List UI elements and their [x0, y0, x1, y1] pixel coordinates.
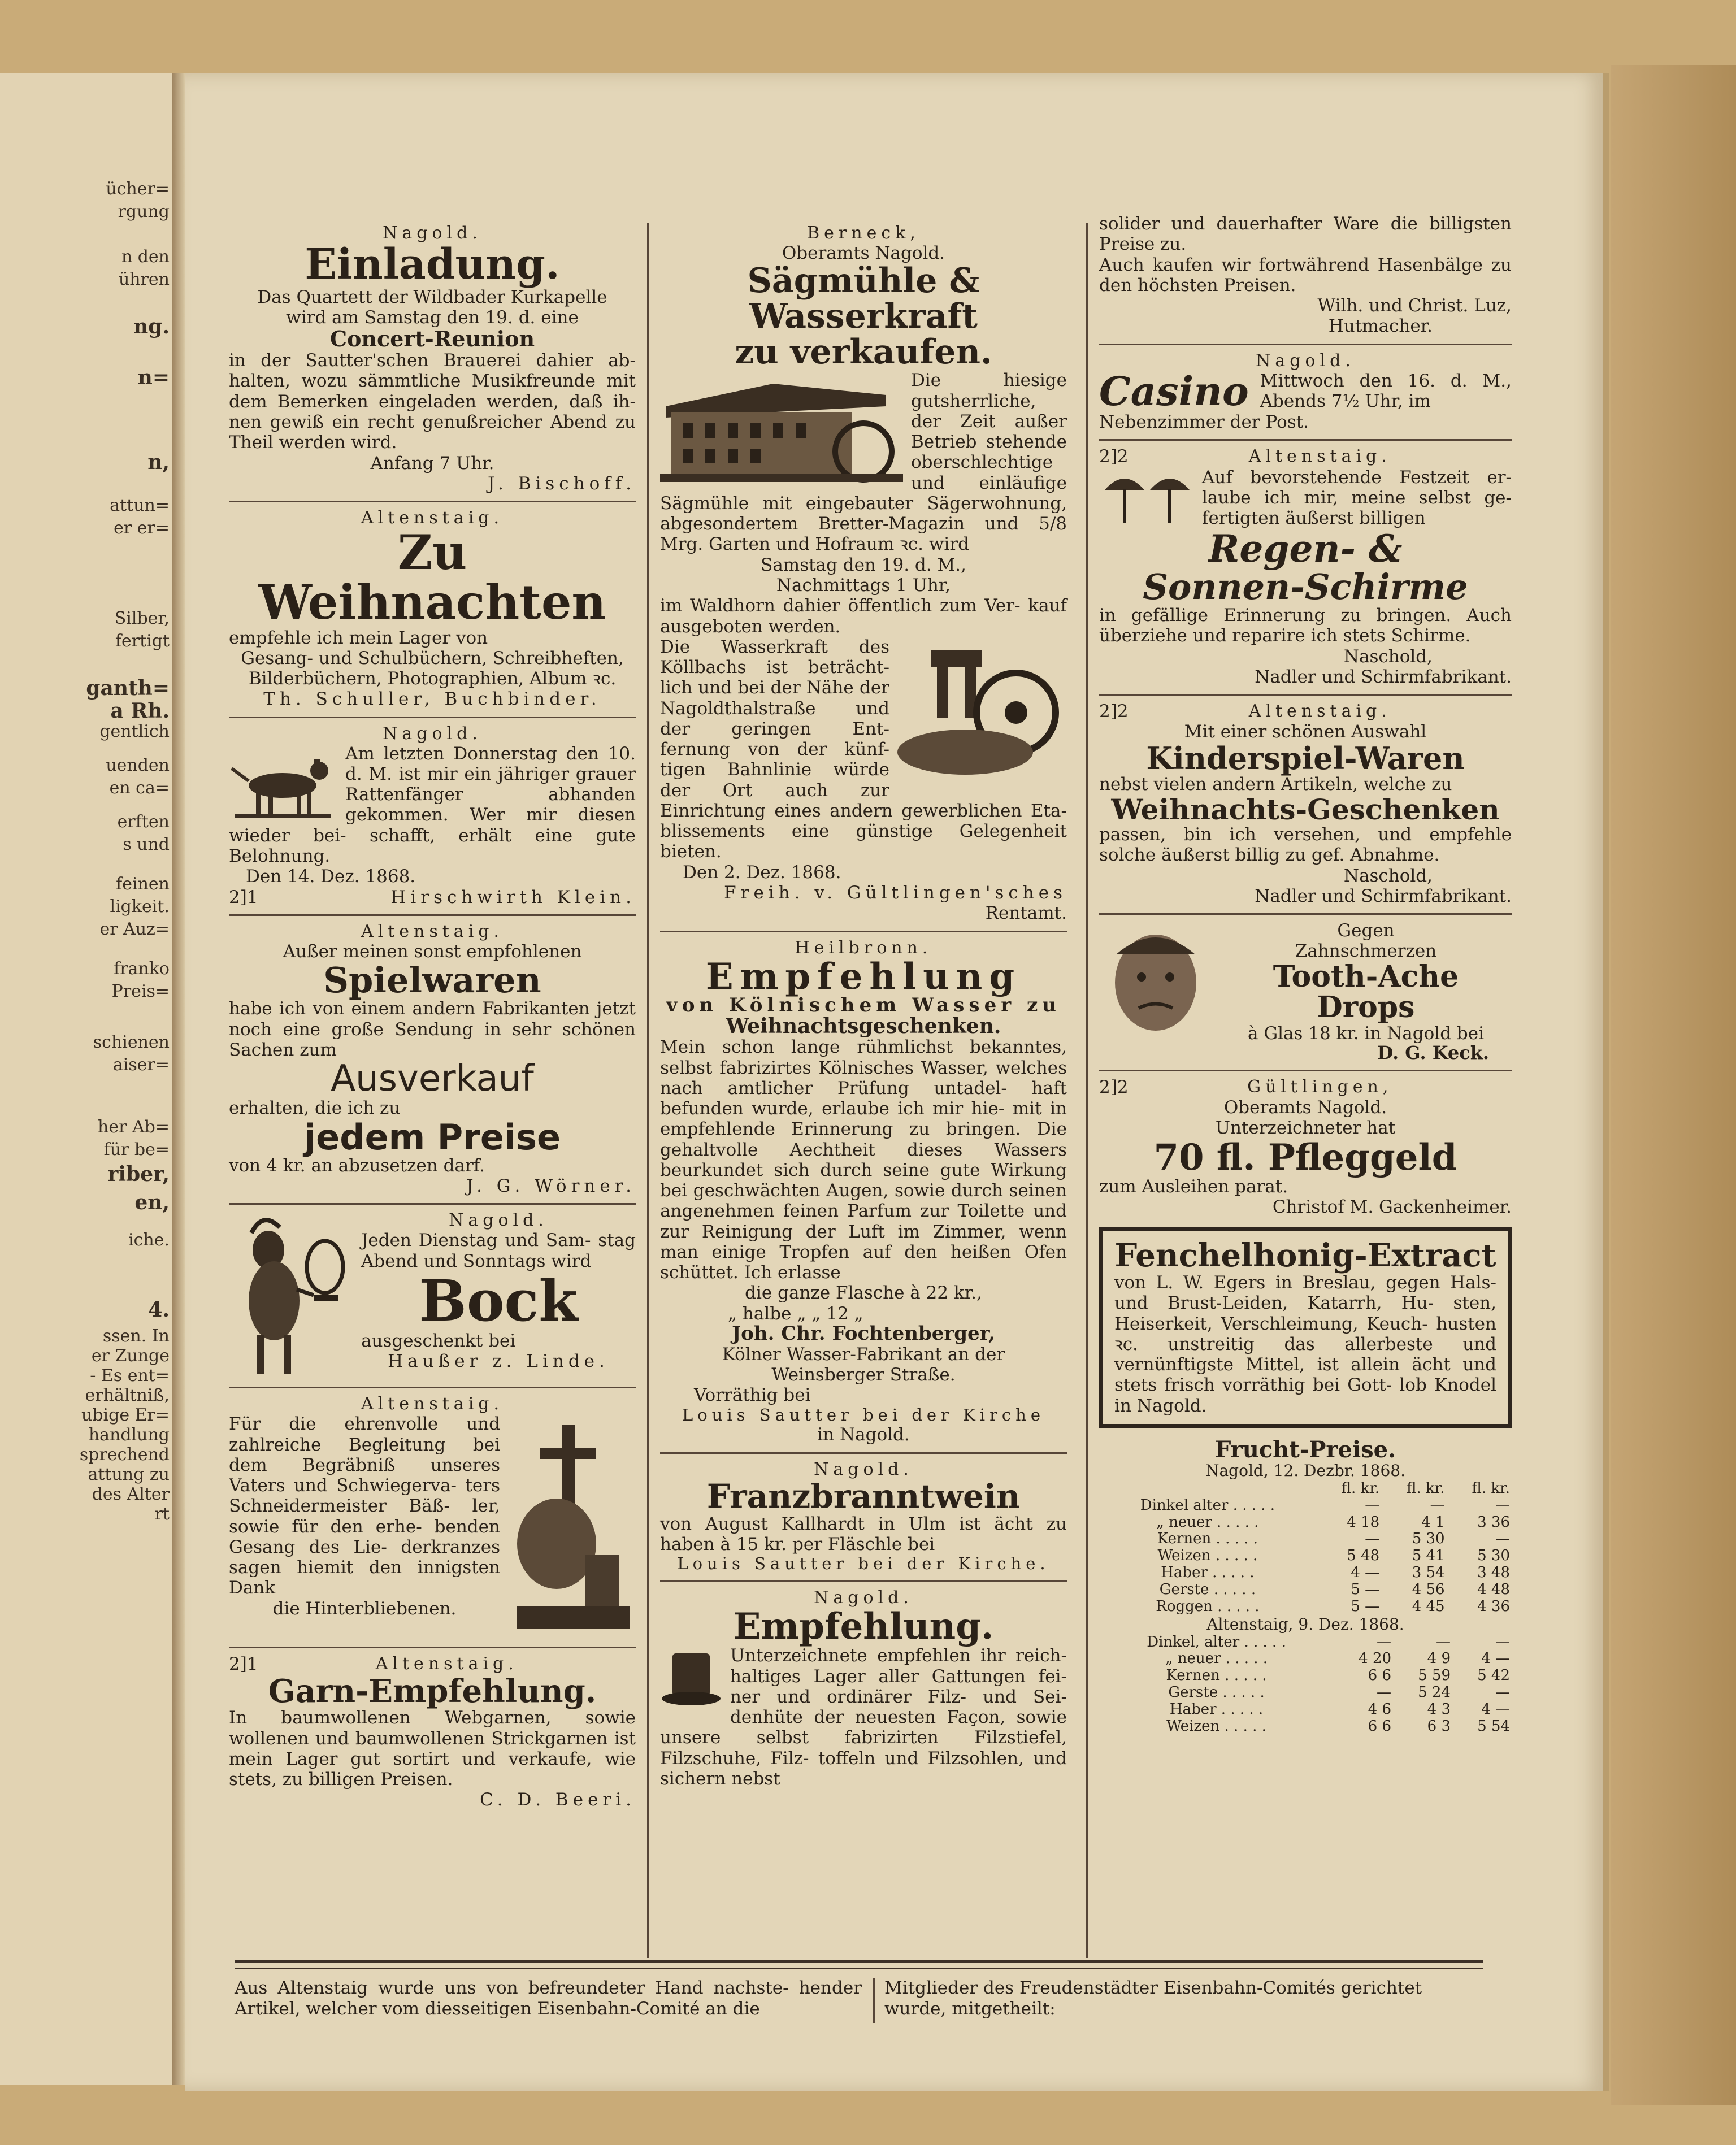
left-page-fragment: ssen. In [102, 1326, 170, 1346]
grain-name: „ neuer . . . . . [1165, 1650, 1268, 1668]
ad-line: Bilderbüchern, Photographien, Album ꝛc. [248, 668, 617, 689]
footer-left: Aus Altenstaig wurde uns von befreundeter Hand nachste- hender Artikel, welcher vom diesseitigen Eisenbahn-Comité an die [235, 1978, 862, 2020]
ad-mark: 2]2 [1099, 446, 1129, 467]
bottom-rule [235, 1960, 1483, 1969]
ad-hutmacher-cont [1099, 214, 1512, 337]
price-cell: 3 48 [1477, 1564, 1510, 1582]
ad-town: Nagold. [449, 1210, 548, 1231]
ad-signer: Nadler und Schirmfabrikant. [1255, 885, 1512, 906]
ad-title: Fenchelhonig-Extract [1114, 1237, 1496, 1275]
ad-sub: Weihnachtsgeschenken. [726, 1014, 1001, 1038]
ad-title: jedem Preise [303, 1116, 561, 1158]
ad-body: Mein schon lange rühmlichst bekanntes, selbst fabrizirtes Kölnisches Wasser, welches nach amtlicher Prüfung untadel- haft befunden wurde, erlaube ich mir hie- mit in empfehlende Erinnerung zu bringen. Die gehaltvolle Aechtheit dieses Wassers beurkundet sich durch seine gute Wirkung bei geschwächten Augen, sowie durch seinen angenehmen feinen Parfum zur Toilette und zur Reinigung der Luft im Zimmer, wenn man einige Tropfen auf den heißen Ofen schüttet. Ich erlasse [660, 1037, 1067, 1283]
left-page-fragment: ubige Er= [81, 1405, 170, 1425]
price-cell: 5 41 [1412, 1547, 1445, 1565]
ad-body: In baumwollenen Webgarnen, sowie wollenen und baumwollenen Strickgarnen ist mein Lager gut sortirt und verkaufe, wie stets, zu billigen Preisen. [229, 1708, 636, 1790]
price-cell: 4 56 [1412, 1581, 1445, 1599]
ad-line: von 4 kr. an abzusetzen darf. [229, 1155, 485, 1176]
grain-name: „ neuer . . . . . [1156, 1513, 1259, 1531]
ad-title: Einladung. [305, 240, 560, 289]
column-1 [229, 223, 636, 1810]
price-row [1099, 1718, 1512, 1735]
ad-event: Concert-Reunion [329, 326, 535, 352]
ad-title: 70 fl. Pfleggeld [1153, 1136, 1457, 1179]
price-cell: 4 18 [1347, 1513, 1380, 1531]
ad-line: nebst vielen andern Artikeln, welche zu [1099, 774, 1452, 795]
ad-koelnisch [660, 938, 1067, 1445]
ad-line: Gegen [1337, 920, 1395, 941]
ad-signer: Kölner Wasser-Fabrikant an der [722, 1344, 1005, 1365]
ad-title: Sonnen-Schirme [1143, 566, 1468, 608]
prices-head: Nagold, 12. Dezbr. 1868. [1205, 1461, 1406, 1480]
left-page-fragment: feinen [116, 874, 170, 894]
ad-toothache [1099, 920, 1512, 1063]
ad-body: Auf bevorstehende Festzeit er- laube ich mir, meine selbst ge- fertigten äußerst billigen [1202, 467, 1512, 529]
ad-signer: D. G. Keck. [1377, 1042, 1489, 1063]
price-cell: 6 3 [1427, 1718, 1451, 1735]
ad-title: Empfehlung. [733, 1605, 994, 1648]
ad-signer: die Hinterbliebenen. [272, 1598, 457, 1619]
ad-body: in der Sautter'schen Brauerei dahier ab- halten, wozu sämmtliche Musikfreunde mit dem Bemerken eingeladen werden, daß ih- nen gewiß ein recht genußreicher Abend zu Theil werden wird. [229, 350, 636, 453]
ad-saegmuehle [660, 223, 1067, 924]
left-page-fragment: her Ab= [98, 1117, 170, 1137]
rule [229, 717, 636, 718]
ad-town: Altenstaig. [375, 1654, 518, 1674]
grain-name: Weizen . . . . . [1166, 1718, 1266, 1735]
sawmill-icon [660, 372, 903, 485]
price-row [1099, 1514, 1512, 1531]
left-page-fragment: attun= [110, 496, 170, 515]
left-page-fragment: erften [117, 812, 170, 832]
ad-mark: 2]2 [1099, 1076, 1129, 1097]
ad-title: Weihnachts-Geschenken [1111, 792, 1500, 826]
left-page-fragment: franko [114, 959, 170, 979]
rule [229, 1203, 636, 1205]
waterwheel-icon [897, 639, 1067, 780]
ad-sub: Oberamts Nagold. [782, 243, 945, 264]
ad-line: Mit einer schönen Auswahl [1184, 722, 1427, 742]
ad-line: Gesang- und Schulbüchern, Schreibheften, [241, 648, 624, 668]
umbrella-icon [1099, 467, 1195, 529]
left-page-fragment: des Alter [92, 1484, 170, 1504]
ad-signer: Naschold, [1343, 865, 1433, 886]
price-cell: — [1377, 1633, 1392, 1651]
price-cell: 4 9 [1427, 1650, 1451, 1668]
ad-town: Gültlingen, [1247, 1076, 1393, 1097]
left-page-fragment: - Es ent= [90, 1366, 170, 1386]
price-cell: — [1365, 1496, 1380, 1514]
grain-name: Haber . . . . . [1161, 1564, 1255, 1582]
ad-title: Bock [419, 1267, 578, 1334]
footer-rule [873, 1978, 875, 2023]
grain-name: Gerste . . . . . [1159, 1581, 1256, 1599]
price-cell: — [1495, 1496, 1510, 1514]
ad-line: erhalten, die ich zu [229, 1098, 401, 1119]
ad-town: Altenstaig. [1248, 446, 1391, 467]
price-cell: 4 45 [1412, 1597, 1445, 1615]
price-cell: 4 48 [1477, 1581, 1510, 1599]
ad-signer: Joh. Chr. Fochtenberger, [732, 1322, 995, 1345]
ad-signer: Th. Schuller, Buchbinder. [263, 689, 601, 710]
ad-sub: von Kölnischem Wasser zu [666, 993, 1061, 1017]
ad-title: Franzbranntwein [706, 1477, 1021, 1516]
grain-name: Kernen . . . . . [1157, 1530, 1258, 1548]
prices-head: Altenstaig, 9. Dez. 1868. [1206, 1614, 1404, 1634]
price-cell: 4 36 [1477, 1597, 1510, 1615]
left-page-fragment: er Auz= [99, 919, 170, 939]
ad-title: Ausverkauf [331, 1058, 534, 1100]
left-page-fragment: ng. [133, 315, 170, 338]
ad-title: Casino [1099, 367, 1249, 415]
price-cell: — [1495, 1684, 1510, 1701]
ad-town: Nagold. [383, 723, 482, 744]
left-page-fragment: aiser= [112, 1055, 170, 1075]
price-row [1099, 1701, 1512, 1718]
grain-name: Dinkel, alter . . . . . [1147, 1633, 1286, 1651]
left-page-fragment: iche. [128, 1230, 170, 1250]
left-page-fragment: uenden [106, 755, 170, 775]
ad-title: Sägmühle & Wasserkraft [747, 261, 980, 337]
ad-fenchelhonig [1099, 1227, 1512, 1428]
ad-title: Empfehlung [705, 955, 1022, 998]
column-rule-1 [647, 223, 649, 1958]
hat-icon [660, 1648, 722, 1710]
price-cell: 4 — [1351, 1564, 1380, 1582]
price-cell: 6 6 [1368, 1667, 1392, 1684]
left-page-fragment: 4. [148, 1298, 170, 1322]
prices-table-nagold [1099, 1480, 1512, 1616]
grain-name: Kernen . . . . . [1166, 1667, 1267, 1684]
ad-garn [229, 1654, 636, 1810]
price-cell: 5 48 [1347, 1547, 1380, 1565]
grave-cross-icon [506, 1414, 636, 1640]
ad-body: Mittwoch den 16. d. M., Abends 7½ Uhr, im [1260, 371, 1512, 412]
ad-pfleggeld [1099, 1077, 1512, 1218]
ad-line: Louis Sautter bei der Kirche [682, 1405, 1045, 1425]
ad-signer: Christof M. Gackenheimer. [1272, 1197, 1512, 1218]
left-page-fragment: ligkeit. [110, 897, 170, 917]
ad-body: Auch kaufen wir fortwährend Hasenbälge zu den höchsten Preisen. [1099, 254, 1512, 296]
ad-town: Nagold. [1256, 350, 1355, 371]
left-page-fragment: s und [123, 835, 170, 854]
left-page-fragment: Silber, [114, 609, 170, 628]
rule [229, 1647, 636, 1648]
ad-signer: Hirschwirth Klein. [390, 887, 636, 908]
ad-town: Heilbronn. [795, 937, 932, 958]
ad-body: empfehle ich mein Lager von [229, 627, 488, 648]
prices-table-altenstaig [1099, 1634, 1512, 1735]
price-row [1099, 1599, 1512, 1616]
left-page-fragment: er Zunge [91, 1346, 170, 1366]
ad-line: wird am Samstag den 19. d. eine [286, 307, 579, 328]
price-cell: 4 20 [1359, 1650, 1392, 1668]
ad-price: „ halbe „ „ 12 „ [728, 1303, 863, 1324]
ad-date: Den 2. Dez. 1868. [683, 862, 841, 883]
price-cell: 4 — [1481, 1650, 1510, 1668]
ad-signer: Rentamt. [985, 903, 1067, 924]
price-row [1099, 1668, 1512, 1684]
ad-signer: Freih. v. Gültlingen'sches [724, 883, 1067, 903]
ad-signer: Nadler und Schirmfabrikant. [1255, 666, 1512, 687]
ad-body: Die Wasserkraft des Köllbachs ist beträcht- lich und bei der Nähe der Nagoldthalstraße und der geringen Ent- fernung von der künf- tigen Bahnlinie würde der Ort auch zur Einrichtung eines andern gewerblichen Eta- blissements eine günstige Gelegenheit bieten. [660, 636, 1067, 862]
ad-casino [1099, 351, 1512, 433]
left-page-fragment: sprechend [79, 1445, 170, 1465]
price-cell: 5 59 [1418, 1667, 1451, 1684]
rule [229, 1387, 636, 1388]
left-page-fragment: ganth= [86, 676, 170, 700]
rule [660, 1580, 1067, 1582]
ad-signer: Haußer z. Linde. [388, 1351, 609, 1372]
ad-schirme [1099, 446, 1512, 687]
ad-body: von August Kallhardt in Ulm ist ächt zu haben à 15 kr. per Fläschle bei [660, 1513, 1067, 1555]
left-page-fragment: für be= [103, 1140, 170, 1160]
ad-line: ausgeschenkt bei [361, 1330, 516, 1351]
grain-name: Gerste . . . . . [1168, 1684, 1265, 1701]
ad-line: Nachmittags 1 Uhr, [776, 575, 951, 596]
ad-body: Unterzeichnete empfehlen ihr reich- haltiges Lager aller Gattungen fei- ner und ordinärer Filz- und Sei- denhüte der neuesten Façon, sowie unsere selbst fabrizirten Filzstiefel, Filzschuhe, Filz- toffeln und Filzsohlen, und sichern nebst [660, 1645, 1067, 1789]
fruit-prices [1099, 1438, 1512, 1735]
ad-signer: Naschold, [1343, 646, 1433, 667]
ad-franzbranntwein [660, 1460, 1067, 1574]
left-page [0, 73, 174, 2085]
price-cell: 5 24 [1418, 1684, 1451, 1701]
price-cell: 5 30 [1477, 1547, 1510, 1565]
footer-right: Mitglieder des Freudenstädter Eisenbahn-Comités gerichtet wurde, mitgetheilt: [884, 1978, 1422, 2020]
ad-line: Vorräthig bei [694, 1385, 811, 1406]
price-cell: 4 — [1481, 1701, 1510, 1718]
prices-title: Frucht-Preise. [1214, 1436, 1396, 1463]
price-row [1099, 1497, 1512, 1514]
price-cell: 5 54 [1477, 1718, 1510, 1735]
left-page-fragment: en, [134, 1191, 170, 1214]
left-page-fragment: ücher= [106, 179, 170, 199]
price-cell: — [1430, 1496, 1445, 1514]
rule [229, 501, 636, 502]
ad-body: passen, bin ich versehen, und empfehle solche äußerst billig zu gef. Abnahme. [1099, 824, 1512, 866]
ad-line: Das Quartett der Wildbader Kurkapelle [257, 286, 607, 307]
book-gutter [172, 73, 185, 2085]
ad-line: in Nagold. [817, 1425, 910, 1445]
ad-town: Nagold. [814, 1588, 913, 1608]
unit-label: fl. kr. [1407, 1479, 1445, 1497]
ad-signer: Hutmacher. [1328, 316, 1433, 337]
ad-town: Altenstaig. [361, 1394, 504, 1414]
ad-title: Garn-Empfehlung. [268, 1672, 597, 1710]
rule [1099, 694, 1512, 696]
left-page-fragment: attung zu [88, 1465, 170, 1484]
ad-body: à Glas 18 kr. in Nagold bei [1247, 1023, 1485, 1044]
price-row [1099, 1684, 1512, 1701]
ad-spielwaren [229, 922, 636, 1196]
price-cell: 3 54 [1412, 1564, 1445, 1582]
ad-hutmacher [660, 1588, 1067, 1789]
left-page-fragment: schienen [93, 1032, 170, 1052]
rule [660, 931, 1067, 932]
rule [1099, 1070, 1512, 1071]
ad-time: Anfang 7 Uhr. [370, 453, 494, 474]
price-row [1099, 1548, 1512, 1565]
price-cell: — [1436, 1633, 1451, 1651]
rule [1099, 913, 1512, 915]
ad-title: Regen- & [1208, 526, 1403, 571]
left-page-fragment: Preis= [111, 982, 170, 1001]
ad-body: Die hiesige gutsherrliche, der Zeit außer Betrieb stehende oberschlechtige und einläufige Sägmühle mit eingebauter Sägerwohnung, abgesondertem Bretter-Magazin und 5/8 Mrg. Garten und Hofraum ꝛc. wird [660, 370, 1067, 555]
left-page-fragment: handlung [88, 1425, 170, 1445]
book-edge [1611, 65, 1736, 2105]
ad-title: zu verkaufen. [735, 332, 992, 372]
ad-signer: C. D. Beeri. [480, 1790, 636, 1810]
ad-body: von L. W. Egers in Breslau, gegen Hals- und Brust-Leiden, Katarrh, Hu- sten, Heiserkeit, Verschleimung, Keuch- husten ꝛc. unstreitig das allerbeste und vernünftigste Mittel, ist allein ächt und stets frisch vorräthig bei Gott- lob Knodel in Nagold. [1114, 1273, 1496, 1416]
ad-kinderspiel [1099, 701, 1512, 906]
price-cell: 4 1 [1421, 1513, 1445, 1531]
ad-body: solider und dauerhafter Ware die billigsten Preise zu. [1099, 214, 1512, 255]
ad-line: Samstag den 19. d. M., [761, 554, 966, 575]
price-row [1099, 1651, 1512, 1668]
ad-body: Für die ehrenvolle und zahlreiche Begleitung bei dem Begräbniß unseres Vaters und Schwiegerva- ters Schneidermeister Bäß- ler, sowie für den erhe- benden Gesang des Lie- derkranzes sagen hiemit den innigsten Dank [229, 1414, 500, 1599]
ad-signer: J. Bischoff. [487, 473, 636, 494]
column-2 [660, 223, 1067, 1789]
grain-name: Dinkel alter . . . . . [1140, 1496, 1275, 1514]
ad-town: Nagold. [383, 223, 482, 243]
left-page-fragment: n= [137, 366, 170, 389]
rule [1099, 439, 1512, 441]
ad-title: Zu Weihnachten [258, 524, 606, 631]
ad-body: Am letzten Donnerstag den 10. d. M. ist mir ein jähriger grauer Rattenfänger abhanden gekommen. Wer mir diesen wieder bei- schafft, erhält eine gute Belohnung. [229, 743, 636, 867]
ad-bock [229, 1210, 636, 1380]
goat-icon [229, 1210, 353, 1380]
left-page-fragment: gentlich [99, 722, 170, 741]
left-page-fragment: a Rh. [110, 699, 170, 723]
price-cell: — [1495, 1530, 1510, 1548]
grain-name: Roggen . . . . . [1156, 1597, 1260, 1615]
price-row [1099, 1582, 1512, 1599]
ad-line: Nebenzimmer der Post. [1099, 412, 1309, 433]
ad-einladung [229, 223, 636, 494]
price-cell: 5 — [1351, 1597, 1380, 1615]
left-page-fragment: riber, [107, 1162, 170, 1186]
price-row [1099, 1634, 1512, 1651]
left-page-fragment: rgung [118, 202, 170, 222]
left-page-fragment: er er= [114, 518, 170, 538]
ad-sub: Oberamts Nagold. [1223, 1097, 1387, 1118]
left-page-fragment: rt [154, 1504, 170, 1524]
price-cell: 4 6 [1368, 1701, 1392, 1718]
column-rule-2 [1086, 223, 1088, 1958]
ad-body: habe ich von einem andern Fabrikanten jetzt noch eine große Sendung in sehr schönen Sachen zum [229, 998, 636, 1060]
ad-town: Altenstaig. [361, 508, 504, 528]
ad-signer: Wilh. und Christ. Luz, [1317, 296, 1512, 316]
price-row [1099, 1565, 1512, 1582]
price-cell: — [1377, 1684, 1392, 1701]
price-cell: 4 3 [1427, 1701, 1451, 1718]
grain-name: Weizen . . . . . [1157, 1547, 1258, 1565]
unit-label: fl. kr. [1341, 1479, 1380, 1497]
ad-line: Außer meinen sonst empfohlenen [283, 941, 582, 962]
ad-town: Altenstaig. [1248, 701, 1391, 722]
ad-town: Berneck, [807, 223, 920, 243]
left-page-fragment: n den [121, 247, 170, 267]
ad-signer: Weinsberger Straße. [771, 1364, 956, 1385]
ad-line: Unterzeichneter hat [1215, 1118, 1396, 1139]
grain-name: Haber . . . . . [1169, 1701, 1264, 1718]
ad-date: Den 14. Dez. 1868. [246, 866, 416, 887]
ad-lost-dog [229, 724, 636, 908]
price-cell: 6 6 [1368, 1718, 1392, 1735]
price-row [1099, 1531, 1512, 1548]
ad-town: Nagold. [814, 1459, 913, 1479]
left-page-fragment: en ca= [109, 778, 170, 798]
price-cell: 5 — [1351, 1581, 1380, 1599]
rule [229, 914, 636, 916]
ad-title: Kinderspiel-Waren [1146, 740, 1465, 776]
left-page-fragment: ühren [118, 270, 170, 289]
price-cell: 5 30 [1412, 1530, 1445, 1548]
ad-line: zum Ausleihen parat. [1099, 1176, 1288, 1197]
left-page-fragment: n, [147, 450, 170, 474]
face-icon [1099, 920, 1212, 1039]
ad-thanks [229, 1394, 636, 1640]
price-cell: 3 36 [1477, 1513, 1510, 1531]
rule [1099, 344, 1512, 345]
ad-title: Spielwaren [323, 959, 541, 1001]
left-page-fragment: fertigt [115, 631, 170, 651]
ad-price: die ganze Flasche à 22 kr., [745, 1283, 982, 1304]
ad-title: Tooth-Ache Drops [1273, 959, 1459, 1025]
ad-body: im Waldhorn dahier öffentlich zum Ver- kauf ausgeboten werden. [660, 596, 1067, 637]
ad-line: Zahnschmerzen [1295, 941, 1437, 962]
rule [660, 1452, 1067, 1454]
price-cell: 5 42 [1477, 1667, 1510, 1684]
ad-weihnachten [229, 508, 636, 710]
ad-mark: 2]1 [229, 887, 258, 908]
price-cell: — [1495, 1633, 1510, 1651]
dog-icon [229, 746, 336, 825]
ad-body: Jeden Dienstag und Sam- stag Abend und Sonntags wird [361, 1230, 636, 1271]
ad-mark: 2]2 [1099, 701, 1129, 722]
left-page-fragment: erhältniß, [85, 1386, 170, 1405]
ad-signer: J. G. Wörner. [466, 1175, 636, 1196]
column-3 [1099, 214, 1512, 1735]
ad-town: Altenstaig. [361, 921, 504, 941]
ad-mark: 2]1 [229, 1654, 258, 1675]
unit-label: fl. kr. [1472, 1479, 1510, 1497]
price-cell: — [1365, 1530, 1380, 1548]
ad-line: Louis Sautter bei der Kirche. [677, 1554, 1050, 1574]
ad-body: in gefällige Erinnerung zu bringen. Auch überziehe und reparire ich stets Schirme. [1099, 605, 1512, 646]
